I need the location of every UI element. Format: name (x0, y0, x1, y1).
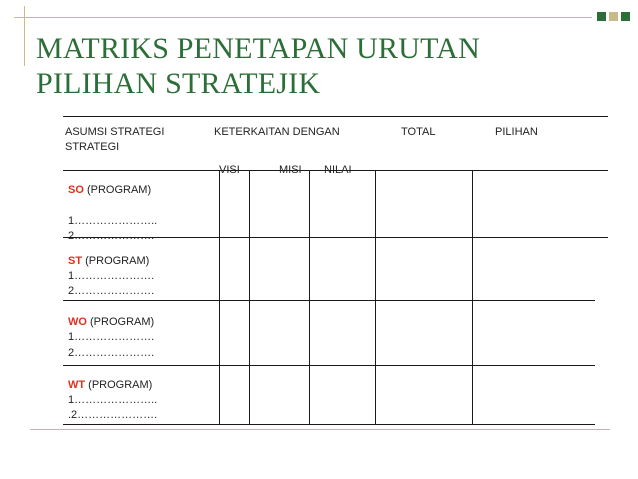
table-row-st-item1: 1…………………. (68, 270, 155, 282)
table-row-st-label (68, 254, 149, 268)
decor-square-1 (597, 12, 606, 21)
title-line-2: PILIHAN STRATEJIK (36, 67, 321, 100)
header-linkage: KETERKAITAN DENGAN (214, 126, 340, 138)
table-row-so-item2: 2…………………. (68, 230, 155, 242)
decor-top-line (14, 17, 592, 18)
table-col-rule-5 (472, 170, 473, 424)
decor-bottom-line (30, 429, 610, 430)
table-rule-row3 (63, 365, 595, 366)
table-rule-bottom (63, 424, 595, 425)
table-row-wt-item1: 1………………….. (68, 394, 158, 406)
table-col-rule-4 (375, 170, 376, 424)
header-choice: PILIHAN (495, 126, 538, 138)
title-line-1: MATRIKS PENETAPAN URUTAN (36, 32, 480, 65)
decor-square-2 (609, 12, 618, 21)
table-row-st-item2: 2…………………. (68, 285, 155, 297)
table-col-rule-1 (219, 170, 220, 424)
table-row-wo-item2: 2…………………. (68, 347, 155, 359)
program-label: (PROGRAM) (86, 184, 152, 196)
header-misi: MISI (279, 164, 302, 176)
strategy-code: SO (68, 184, 84, 196)
table-row-wo-label (68, 315, 154, 329)
header-total: TOTAL (401, 126, 436, 138)
table-col-rule-3 (309, 170, 310, 424)
strategy-code: WT (68, 379, 86, 391)
strategy-code: WO (68, 316, 87, 328)
program-label: (PROGRAM) (88, 379, 153, 391)
decor-left-line (24, 6, 25, 66)
table-row-wt-label (68, 378, 152, 392)
table-row-so-label (68, 183, 151, 197)
header-assumption-line1: ASUMSI STRATEGI (65, 126, 165, 138)
decor-square-3 (621, 12, 630, 21)
slide-title (36, 31, 480, 101)
header-assumption-line2: STRATEGI (65, 141, 120, 153)
header-visi: VISI (219, 164, 240, 176)
strategy-code: ST (68, 255, 83, 267)
table-row-wo-item1: 1…………………. (68, 331, 155, 343)
program-label: (PROGRAM) (85, 255, 150, 267)
program-label: (PROGRAM) (90, 316, 155, 328)
header-nilai: NILAI (324, 164, 352, 176)
table-row-wt-item2: .2…………………. (68, 409, 158, 421)
table-rule-row2 (63, 300, 595, 301)
table-rule-top (63, 116, 608, 117)
table-row-so-item1: 1………………….. (68, 215, 158, 227)
table-col-rule-2 (249, 170, 250, 424)
